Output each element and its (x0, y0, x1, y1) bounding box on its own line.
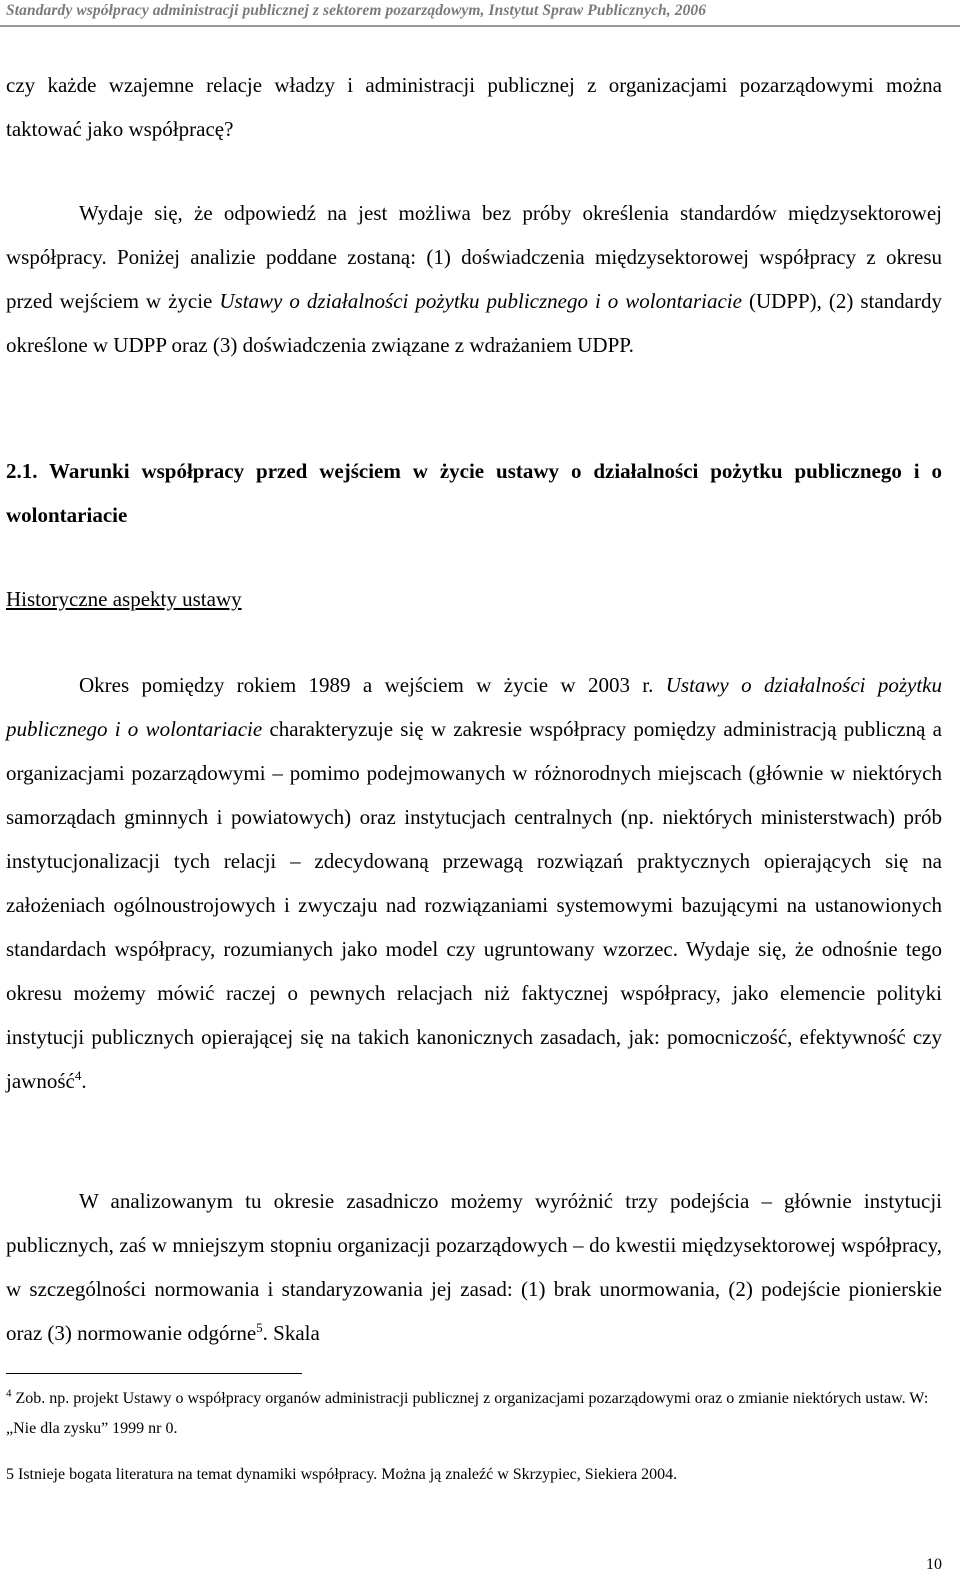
footnote-4-text: Zob. np. projekt Ustawy o współpracy organów administracji publicznej z organizacjami pozarządowymi oraz o zmianie niektórych ustaw. W: „Nie dla zysku” 1999 nr 0. (6, 1390, 929, 1437)
paragraph-2 (6, 191, 942, 367)
paragraph-3-text-a: Okres pomiędzy rokiem 1989 a wejściem w życie w 2003 r. (79, 673, 666, 697)
paragraph-3-text-b: charakteryzuje się w zakresie współpracy pomiędzy administracją publiczną a organizacjami pozarządowymi – pomimo podejmowanych w różnorodnych miejscach (głównie w niektórych samorządach gminnych i powiatowych) oraz instytucjach centralnych (np. niektórych ministerstwach) prób instytucjonalizacji tych relacji – zdecydowaną przewagą rozwiązań praktycznych opierających się na założeniach ogólnoustrojowych i zwyczaju nad rozwiązaniami systemowymi bazującymi na ustanowionych standardach współpracy, rozumianych jako model czy ugruntowany wzorzec. Wydaje się, że odnośnie tego okresu możemy mówić raczej o pewnych relacjach niż faktycznej współpracy, jako elemencie polityki instytucji publicznych opierającej się na takich kanonicznych zasadach, jak: pomocniczość, efektywność czy jawność (6, 717, 942, 1093)
paragraph-3-end: . (81, 1069, 87, 1093)
act-title-italic: Ustawy o działalności pożytku publicznego i o wolontariacie (219, 289, 742, 313)
act-title-italic-2: Ustawy o działalności pożytku publicznego i o wolontariacie (6, 673, 942, 741)
header-rule (0, 25, 960, 27)
running-title: Standardy współpracy administracji publicznej z sektorem pozarządowym, Instytut Spraw Publicznych, 2006 (6, 2, 707, 19)
footnote-5: 5 Istnieje bogata literatura na temat dynamiki współpracy. Można ją znaleźć w Skrzypiec, Siekiera 2004. (6, 1466, 678, 1483)
paragraph-4-text-a: W analizowanym tu okresie zasadniczo możemy wyróżnić trzy podejścia – głównie instytucji publicznych, zaś w mniejszym stopniu organizacji pozarządowych – do kwestii międzysektorowej współpracy, w szczególności normowania i standaryzowania jej zasad: (1) brak unormowania, (2) podejście pionierskie oraz (3) normowanie odgórne (6, 1189, 942, 1345)
paragraph-1 (6, 63, 942, 151)
page-number: 10 (926, 1556, 942, 1573)
footnote-ref-5[interactable]: 5 (256, 1320, 263, 1335)
footnote-4 (6, 1384, 942, 1444)
footnote-separator (6, 1373, 302, 1374)
paragraph-2-text-a: Wydaje się, że odpowiedź na jest możliwa bez próby określenia standardów międzysektorowej współpracy. Poniżej analizie poddane zostaną: (1) doświadczenia międzysektorowej współpracy z okresu przed wejściem w życie (6, 201, 942, 313)
running-header (0, 0, 960, 26)
subheading: Historyczne aspekty ustawy (6, 587, 242, 611)
footnote-4-number: 4 (6, 1387, 12, 1400)
paragraph-2-text-b: (UDPP), (2) standardy określone w UDPP oraz (3) doświadczenia związane z wdrażaniem UDPP. (6, 289, 942, 357)
paragraph-1-text: czy każde wzajemne relacje władzy i administracji publicznej z organizacjami pozarządowymi można taktować jako współpracę? (6, 73, 942, 141)
footnote-ref-4[interactable]: 4 (74, 1068, 82, 1083)
paragraph-4-text-b: . Skala (262, 1321, 320, 1345)
section-heading: 2.1. Warunki współpracy przed wejściem w życie ustawy o działalności pożytku publicznego i o wolontariacie (6, 459, 942, 527)
paragraph-3 (6, 663, 942, 1103)
paragraph-4 (6, 1179, 942, 1355)
